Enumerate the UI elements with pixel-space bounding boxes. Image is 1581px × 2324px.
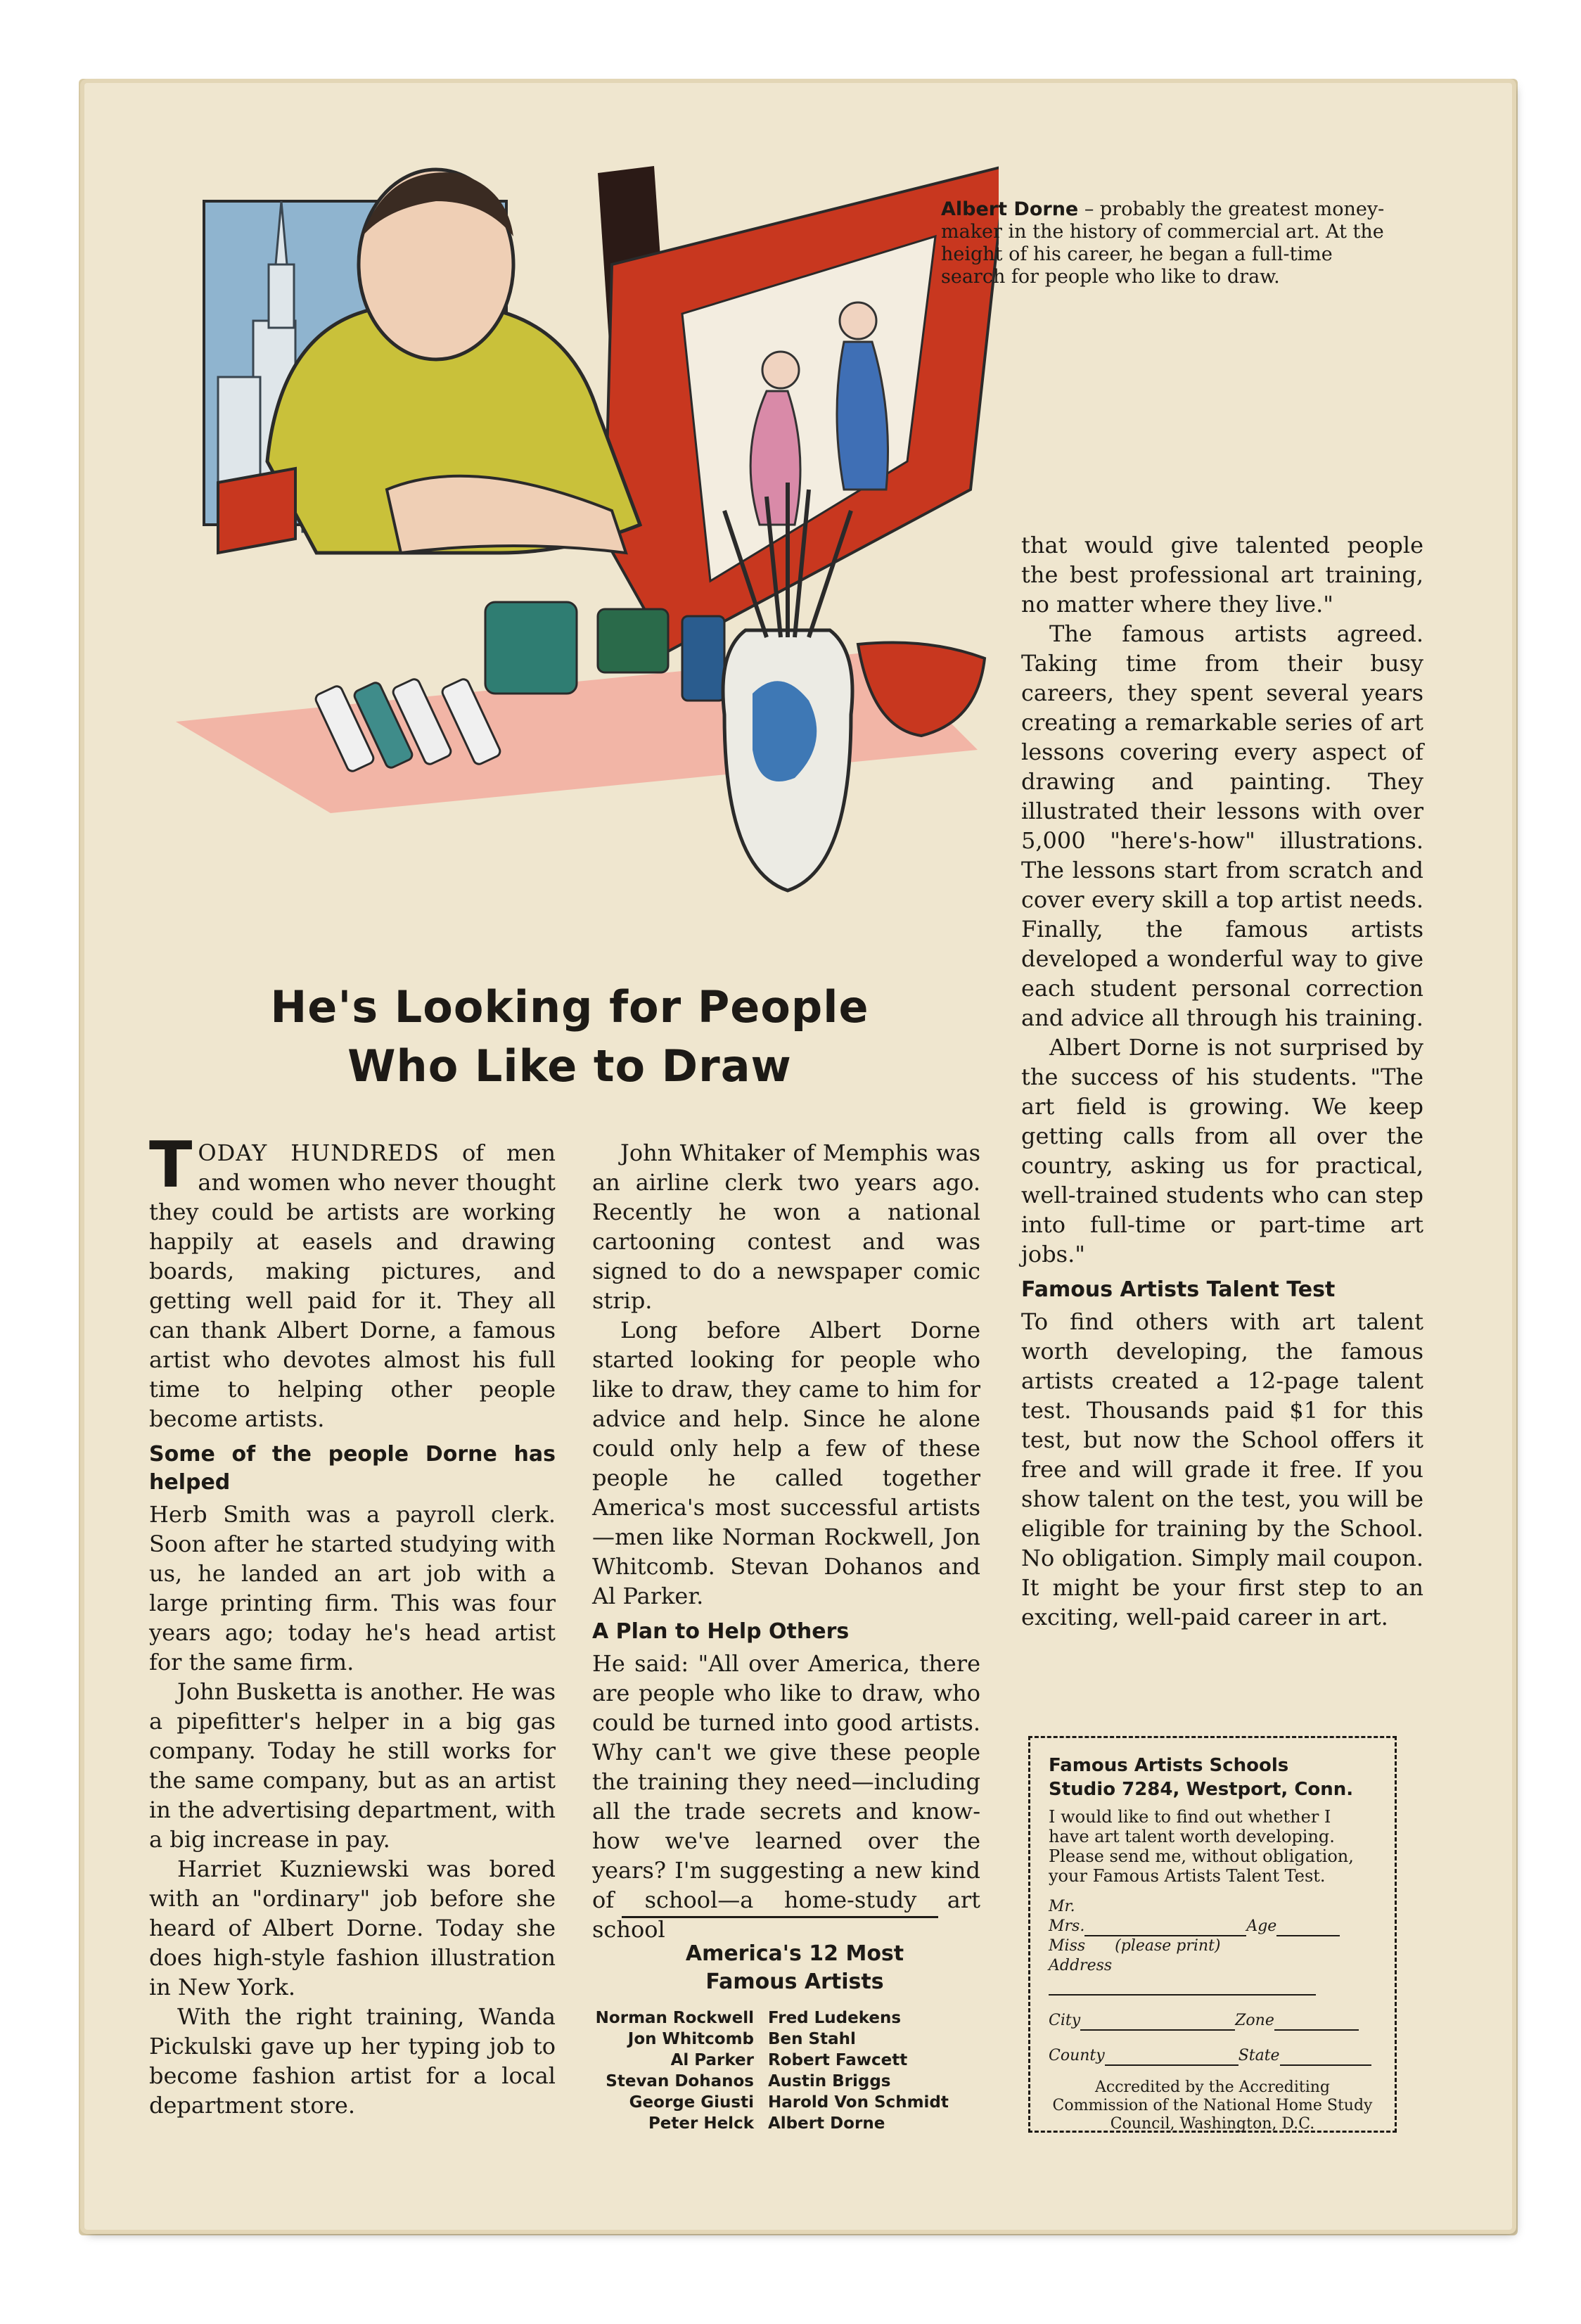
coupon-print-hint: (please print): [1115, 1937, 1221, 1955]
col3-paragraph-1: that would give talented people the best professional art training, no matter where they live.": [1021, 532, 1423, 618]
artist-name: Al Parker: [670, 2051, 754, 2069]
artists-title-line-1: America's 12 Most: [685, 1941, 904, 1966]
col1-paragraph-1: of men and women who never thought they could be artists are working happily at easels and drawing boards, making pictures, and getting well paid for it. They all can thank Albert Dorne, a famous artist who devotes almost his full time to helping other people become artists.: [149, 1139, 556, 1432]
coupon-state-label: State: [1238, 2047, 1280, 2064]
col3-paragraph-2: The famous artists agreed. Taking time from their busy careers, they spent several years creating a remarkable series of art lessons covering every aspect of drawing and painting. They illustrated their lessons with over 5,000 "here's-how" illustrations. The lessons start from scratch and cover every skill a top artist needs. Finally, the famous artists developed a wonderful way to give each student personal correction and advice all through his training.: [1021, 620, 1423, 1031]
headline-line-2: Who Like to Draw: [347, 1040, 792, 1092]
artist-name: Albert Dorne: [768, 2114, 885, 2133]
artist-name: Robert Fawcett: [768, 2051, 908, 2069]
coupon-body: I would like to find out whether I have art talent worth developing. Please send me, without obligation, your Famous Artists Talent Test.: [1049, 1807, 1354, 1886]
city-field[interactable]: [1080, 2015, 1235, 2031]
subhead-dorne-helped: Some of the people Dorne has helped: [149, 1442, 556, 1495]
caption-text: – probably the greatest money-maker in the history of commercial art. At the height of his career, he began a full-time search for people who like to draw.: [941, 198, 1385, 288]
text-column-3: [1021, 530, 1423, 1632]
col1-paragraph-3: John Busketta is another. He was a pipefitter's helper in a big gas company. Today he still works for the same company, but as an artist in the advertising department, with a big increase in pay.: [149, 1678, 556, 1853]
coupon-mr-label: Mr.: [1049, 1898, 1075, 1915]
coupon-title-1: Famous Artists Schools: [1049, 1755, 1289, 1776]
name-field[interactable]: [1084, 1921, 1246, 1936]
artist-name: Harold Von Schmidt: [768, 2093, 949, 2112]
coupon-address-label: Address: [1049, 1957, 1113, 1974]
famous-artists-list: [577, 1940, 1013, 2134]
col3-paragraph-4: To find others with art talent worth developing, the famous artists created a 12-page talent test. Thousands paid $1 for this test, but now the School offers it free and will grade it free. If you show talent on the test, you will be eligible for training by the School. No obligation. Simply mail coupon. It might be your first step to an exciting, well-paid career in art.: [1021, 1308, 1423, 1630]
col3-paragraph-3: Albert Dorne is not surprised by the success of his students. "The art field is growing. We keep getting calls from all over the country, asking us for practical, well-trained students who can step into full-time or part-time art jobs.": [1021, 1034, 1423, 1268]
accreditation-note: Accredited by the Accrediting Commission of the National Home Study Council, Washington, D.C.: [1052, 2079, 1373, 2133]
col1-paragraph-2: Herb Smith was a payroll clerk. Soon after he started studying with us, he landed an art job with a large printing firm. This was four years ago; today he's head artist for the same firm.: [149, 1501, 556, 1675]
artist-name: Austin Briggs: [768, 2072, 891, 2090]
col1-paragraph-5: With the right training, Wanda Pickulski gave up her typing job to become fashion artist for a local department store.: [149, 2003, 556, 2119]
headline-line-1: He's Looking for People: [270, 981, 869, 1033]
artist-name: George Giusti: [629, 2093, 754, 2112]
zone-field[interactable]: [1274, 2015, 1359, 2031]
artist-illustration: [176, 159, 999, 940]
coupon-mrs-label: Mrs.: [1049, 1917, 1085, 1935]
artist-name: Fred Ludekens: [768, 2009, 902, 2027]
coupon-miss-label: Miss: [1049, 1937, 1086, 1955]
state-field[interactable]: [1280, 2050, 1371, 2066]
subhead-talent-test: Famous Artists Talent Test: [1021, 1277, 1336, 1302]
col2-paragraph-3: He said: "All over America, there are people who like to draw, who could be turned into good artists. Why can't we give these people the training they need—including all the trade secrets and know-how we've learned over the years? I'm suggesting a new kind of school—a home-study art school: [592, 1650, 980, 1943]
text-column-1: [149, 1128, 556, 2120]
age-field[interactable]: [1276, 1921, 1340, 1936]
mail-coupon[interactable]: [1028, 1736, 1397, 2133]
caption-name: Albert Dorne: [941, 198, 1079, 220]
coupon-title-2: Studio 7284, Westport, Conn.: [1049, 1779, 1354, 1800]
coupon-zone-label: Zone: [1235, 2012, 1274, 2029]
paint-tubes: [314, 677, 502, 773]
address-field[interactable]: [1049, 1980, 1316, 1996]
headline: [211, 978, 928, 1096]
artists-title: [577, 1940, 1013, 1996]
divider-rule: [622, 1916, 938, 1918]
lead-smallcaps: ODAY HUNDREDS: [198, 1139, 440, 1166]
illustration-caption: [941, 198, 1391, 288]
artist-name: Jon Whitcomb: [627, 2030, 754, 2048]
col2-paragraph-1: John Whitaker of Memphis was an airline clerk two years ago. Recently he won a national cartooning contest and was signed to do a newspaper comic strip.: [592, 1139, 980, 1314]
artist-name: Stevan Dohanos: [606, 2072, 754, 2090]
artists-title-line-2: Famous Artists: [705, 1969, 884, 1994]
artist-name: Ben Stahl: [768, 2030, 856, 2048]
text-column-2: [592, 1138, 980, 1944]
chair: [218, 468, 295, 553]
col1-paragraph-4: Harriet Kuzniewski was bored with an "ordinary" job before she heard of Albert Dorne. Today she does high-style fashion illustration in New York.: [149, 1856, 556, 2000]
artist-name: Norman Rockwell: [595, 2009, 754, 2027]
coupon-county-label: County: [1049, 2047, 1105, 2064]
col2-paragraph-2: Long before Albert Dorne started looking for people who like to draw, they came to him for advice and help. Since he alone could only help a few of these people he called together America's most successful artists —men like Norman Rockwell, Jon Whitcomb. Stevan Dohanos and Al Parker.: [592, 1317, 980, 1609]
subhead-plan: A Plan to Help Others: [592, 1619, 850, 1644]
artist-name: Peter Helck: [648, 2114, 754, 2133]
coupon-city-label: City: [1049, 2012, 1081, 2029]
county-field[interactable]: [1105, 2050, 1238, 2066]
artists-grid: [577, 2007, 1013, 2134]
coupon-age-label: Age: [1246, 1917, 1277, 1935]
drop-cap: T: [149, 1128, 193, 1202]
